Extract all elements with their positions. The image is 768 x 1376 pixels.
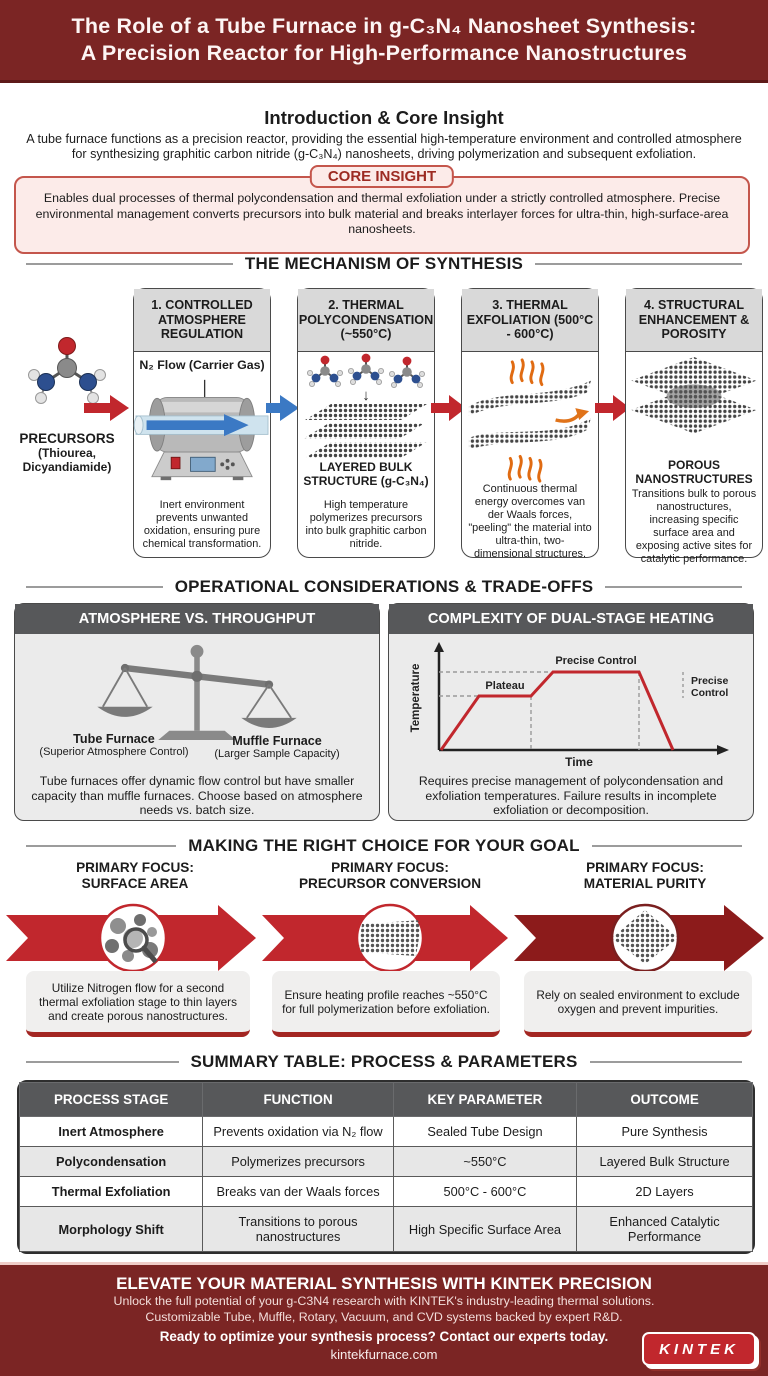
intro-heading: Introduction & Core Insight <box>264 107 504 129</box>
intro-paragraph: A tube furnace functions as a precision reactor, providing the essential high-temperature environment and controlled atmosphere for synthesizing graphitic carbon nitride (g-C₃N₄) nanosheets, driving polymerization and subsequent exfoliation. <box>26 131 742 162</box>
col-header-outcome: OUTCOME <box>577 1083 753 1117</box>
choice-1-title: PRIMARY FOCUS: SURFACE AREA <box>76 860 194 891</box>
divider-line <box>590 1061 743 1063</box>
panel-2-title: COMPLEXITY OF DUAL-STAGE HEATING <box>389 604 753 634</box>
section-header-operations: OPERATIONAL CONSIDERATIONS & TRADE-OFFS <box>0 577 768 597</box>
step-2-description: High temperature polymerizes precursors into bulk graphitic carbon nitride. <box>305 499 427 550</box>
choice-2-title: PRIMARY FOCUS: PRECURSOR CONVERSION <box>298 860 482 891</box>
balance-scale-icon <box>77 640 317 744</box>
down-arrow-icon: ↓ <box>362 387 370 404</box>
title-line-2: A Precision Reactor for High-Performance Nanostructures <box>80 41 688 65</box>
core-insight-box <box>14 168 750 254</box>
mechanism-step-2 <box>297 288 435 558</box>
footer-cta: Ready to optimize your synthesis process? Contact our experts today. <box>159 1329 609 1344</box>
step-3-description: Continuous thermal energy overcomes van der Waals forces, "peeling" the material into ultra-thin, two-dimensional structures. <box>468 483 592 560</box>
footer-banner <box>0 1262 768 1376</box>
porous-nanostructure-icon <box>629 355 759 457</box>
choice-3-description: Rely on sealed environment to exclude oxygen and prevent impurities. <box>524 971 752 1037</box>
exfoliation-icon <box>465 355 595 483</box>
table-row: Thermal Exfoliation Breaks van der Waals forces 500°C - 600°C 2D Layers <box>20 1177 753 1207</box>
divider-line <box>592 845 742 847</box>
scale-left-label: Tube Furnace (Superior Atmosphere Control) <box>39 732 189 758</box>
title-line-1: The Role of a Tube Furnace in g-C₃N₄ Nanosheet Synthesis: <box>71 14 697 38</box>
table-row: Polycondensation Polymerizes precursors ~550°C Layered Bulk Structure <box>20 1147 753 1177</box>
divider-line <box>26 1061 179 1063</box>
plateau-label: Plateau <box>485 680 525 692</box>
step-4-structure-label: POROUS NANOSTRUCTURES <box>635 458 753 486</box>
divider-line <box>605 586 742 588</box>
title-banner <box>0 0 768 83</box>
n2-flow-label: N₂ Flow (Carrier Gas) <box>139 358 265 372</box>
panel-atmosphere-vs-throughput <box>14 603 380 821</box>
mechanism-step-1 <box>133 288 271 558</box>
core-insight-text: Enables dual processes of thermal polycondensation and thermal exfoliation under a strictly controlled atmosphere. Precise environmental management converts precursors into bulk material and breaks interlayer forces for ultra-thin, high-surface-area nanosheets. <box>35 191 729 237</box>
table-header-row <box>20 1083 753 1117</box>
side-label-2: Control <box>691 687 729 699</box>
x-axis-label: Time <box>565 755 593 769</box>
col-header-function: FUNCTION <box>203 1083 394 1117</box>
divider-line <box>26 845 176 847</box>
section-header-summary: SUMMARY TABLE: PROCESS & PARAMETERS <box>0 1052 768 1072</box>
footer-line-2: Customizable Tube, Muffle, Rotary, Vacuum, and CVD systems backed by expert R&D. <box>145 1309 623 1324</box>
col-header-key-parameter: KEY PARAMETER <box>393 1083 576 1117</box>
mechanism-step-4 <box>625 288 763 565</box>
section-header-mechanism: THE MECHANISM OF SYNTHESIS <box>0 254 768 274</box>
precursors-sublabel: (Thiourea, Dicyandiamide) <box>22 446 112 474</box>
precursor-molecules-icon <box>304 355 428 389</box>
layered-sheets-icon <box>303 403 429 459</box>
scale-right-label: Muffle Furnace (Larger Sample Capacity) <box>214 734 340 760</box>
nanosheet-image <box>358 920 422 956</box>
col-header-process-stage: PROCESS STAGE <box>20 1083 203 1117</box>
summary-table <box>17 1080 755 1254</box>
step-1-description: Inert environment prevents unwanted oxidation, ensuring pure chemical transformation. <box>142 499 262 550</box>
step-2-structure-label: LAYERED BULK STRUCTURE (g-C₃N₄) <box>303 460 429 488</box>
flow-arrow-icon <box>84 394 130 422</box>
tube-furnace-icon <box>136 372 268 488</box>
table-row: Inert Atmosphere Prevents oxidation via N₂ flow Sealed Tube Design Pure Synthesis <box>20 1117 753 1147</box>
choice-arrows-band <box>0 898 768 978</box>
precursors-label: PRECURSORS <box>19 431 115 446</box>
peak-label: Precise Control <box>555 655 637 667</box>
section-header-choice: MAKING THE RIGHT CHOICE FOR YOUR GOAL <box>0 836 768 856</box>
footer-website-link[interactable]: kintekfurnace.com <box>330 1347 438 1362</box>
panel-1-description: Tube furnaces offer dynamic flow control but have smaller capacity than muffle furnaces. Choose based on atmosphere needs vs. batch size. <box>31 774 363 818</box>
divider-line <box>535 263 742 265</box>
gas-flow-arrow-icon <box>266 394 300 422</box>
step-4-title: 4. STRUCTURAL ENHANCEMENT & POROSITY <box>626 289 762 352</box>
choice-2-description: Ensure heating profile reaches ~550°C for full polymerization before exfoliation. <box>272 971 500 1037</box>
choice-1-description: Utilize Nitrogen flow for a second thermal exfoliation stage to thin layers and create porous nanostructures. <box>26 971 250 1037</box>
heating-profile-graph <box>399 638 745 770</box>
step-2-title: 2. THERMAL POLYCONDENSATION (~550°C) <box>298 289 434 352</box>
choice-3-title: PRIMARY FOCUS: MATERIAL PURITY <box>583 860 707 891</box>
panel-dual-stage-heating <box>388 603 754 821</box>
table-row: Morphology Shift Transitions to porous nanostructures High Specific Surface Area Enhanced Catalytic Performance <box>20 1207 753 1252</box>
panel-1-title: ATMOSPHERE VS. THROUGHPUT <box>15 604 379 634</box>
divider-line <box>26 263 233 265</box>
footer-heading: ELEVATE YOUR MATERIAL SYNTHESIS WITH KINTEK PRECISION <box>116 1274 652 1293</box>
y-axis-label: Temperature <box>410 663 422 733</box>
step-1-title: 1. CONTROLLED ATMOSPHERE REGULATION <box>134 289 270 352</box>
panel-2-description: Requires precise management of polycondensation and exfoliation temperatures. Failure results in incomplete exfoliation or decomposition. <box>418 774 724 818</box>
side-label-1: Precise <box>691 675 729 687</box>
core-insight-tab: CORE INSIGHT <box>310 165 454 188</box>
step-4-description: Transitions bulk to porous nanostructures, increasing specific surface area and exposing active sites for catalytic performance. <box>631 488 757 565</box>
mechanism-step-3 <box>461 288 599 558</box>
footer-line-1: Unlock the full potential of your g-C3N4 research with KINTEK's industry-leading thermal solutions. <box>113 1294 655 1308</box>
divider-line <box>26 586 163 588</box>
kintek-logo: KINTEK <box>642 1332 756 1366</box>
step-3-title: 3. THERMAL EXFOLIATION (500°C - 600°C) <box>462 289 598 352</box>
